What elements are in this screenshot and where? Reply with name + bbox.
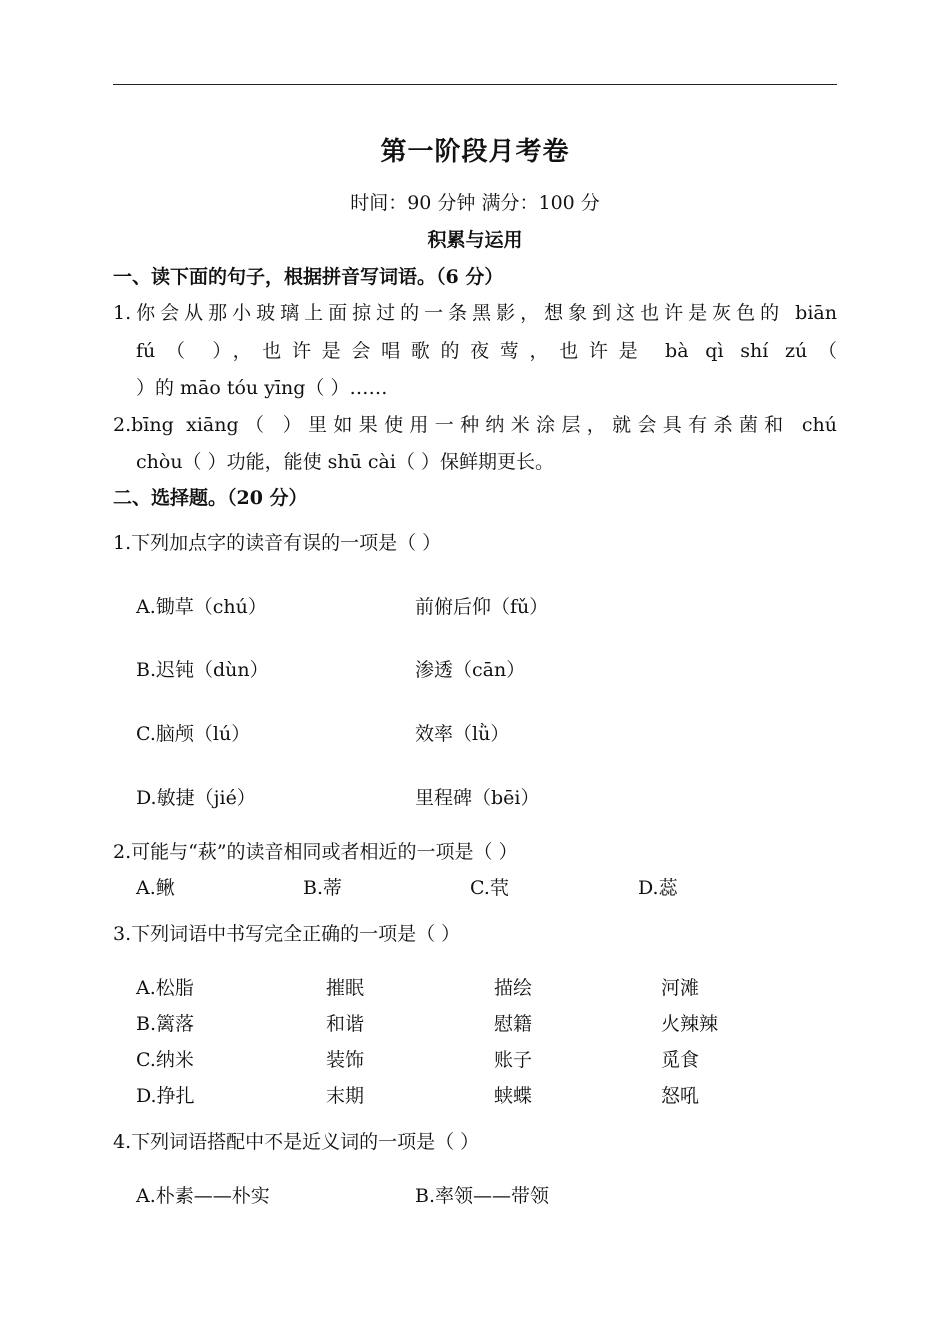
section1-heading: 一、读下面的句子，根据拼音写词语。（6 分） [113, 266, 504, 288]
section2-heading: 二、选择题。（20 分） [113, 487, 308, 509]
s2-q3-d4: 怒吼 [661, 1085, 700, 1107]
s2-q3-b1: B.篱落 [136, 1013, 195, 1035]
s2-q3-c3: 账子 [494, 1049, 533, 1071]
s2-q3-d1: D.挣扎 [136, 1085, 195, 1107]
s2-q3-a1: A.松脂 [136, 977, 194, 999]
s2-q2-option-c: C.茕 [470, 877, 509, 899]
header-rule [113, 84, 837, 85]
s2-q3-c2: 装饰 [326, 1049, 365, 1071]
s2-q1-option-b: B.迟钝（dùn） [136, 659, 269, 681]
exam-meta: 时间：90 分钟 满分：100 分 [350, 192, 600, 214]
s2-q2-stem: 2.可能与“萩”的读音相同或者相近的一项是（ ） [113, 841, 518, 863]
s2-q3-b3: 慰籍 [494, 1013, 533, 1035]
s1-q1-line1: 1.你会从那小玻璃上面掠过的一条黑影，想象到这也许是灰色的 biān [113, 302, 837, 324]
s2-q2-option-d: D.蕊 [638, 877, 678, 899]
s1-q2-line2: chòu（ ）功能，能使 shū cài（ ）保鲜期更长。 [136, 451, 554, 473]
s2-q1-option-d2: 里程碑（bēi） [415, 787, 540, 809]
part-subtitle: 积累与运用 [427, 229, 523, 251]
s2-q1-option-c: C.脑颅（lú） [136, 723, 251, 745]
s1-q1-line3: ）的 māo tóu yīng（ ）…… [136, 377, 388, 399]
s2-q2-option-b: B.蒂 [303, 877, 343, 899]
s1-q1-line2: fú（ ），也许是会唱歌的夜莺，也许是 bà qì shí zú（ [136, 340, 837, 362]
s2-q4-option-b: B.率领——带领 [415, 1185, 550, 1207]
s2-q3-a2: 摧眠 [326, 977, 365, 999]
s2-q3-stem: 3.下列词语中书写完全正确的一项是（ ） [113, 923, 461, 945]
s2-q1-stem: 1.下列加点字的读音有误的一项是（ ） [113, 532, 442, 554]
s2-q1-option-a2: 前俯后仰（fǔ） [415, 596, 549, 618]
s1-q2-line1: 2.bīng xiāng（ ）里如果使用一种纳米涂层，就会具有杀菌和 chú [113, 414, 837, 436]
s2-q3-d2: 末期 [326, 1085, 365, 1107]
page-title: 第一阶段月考卷 [380, 137, 570, 167]
s2-q4-option-a: A.朴素——朴实 [136, 1185, 270, 1207]
s2-q3-a3: 描绘 [494, 977, 533, 999]
s2-q3-b2: 和谐 [326, 1013, 365, 1035]
s2-q1-option-b2: 渗透（cān） [415, 659, 526, 681]
s2-q3-c1: C.纳米 [136, 1049, 194, 1071]
s2-q1-option-a: A.锄草（chú） [136, 596, 267, 618]
s2-q1-option-c2: 效率（lǜ） [415, 723, 510, 745]
s2-q4-stem: 4.下列词语搭配中不是近义词的一项是（ ） [113, 1131, 480, 1153]
s2-q3-d3: 蛱蝶 [494, 1085, 533, 1107]
s2-q3-b4: 火辣辣 [661, 1013, 719, 1035]
s2-q3-a4: 河滩 [661, 977, 700, 999]
s2-q1-option-d: D.敏捷（jié） [136, 787, 256, 809]
s2-q2-option-a: A.鳅 [136, 877, 175, 899]
s2-q3-c4: 觅食 [661, 1049, 700, 1071]
